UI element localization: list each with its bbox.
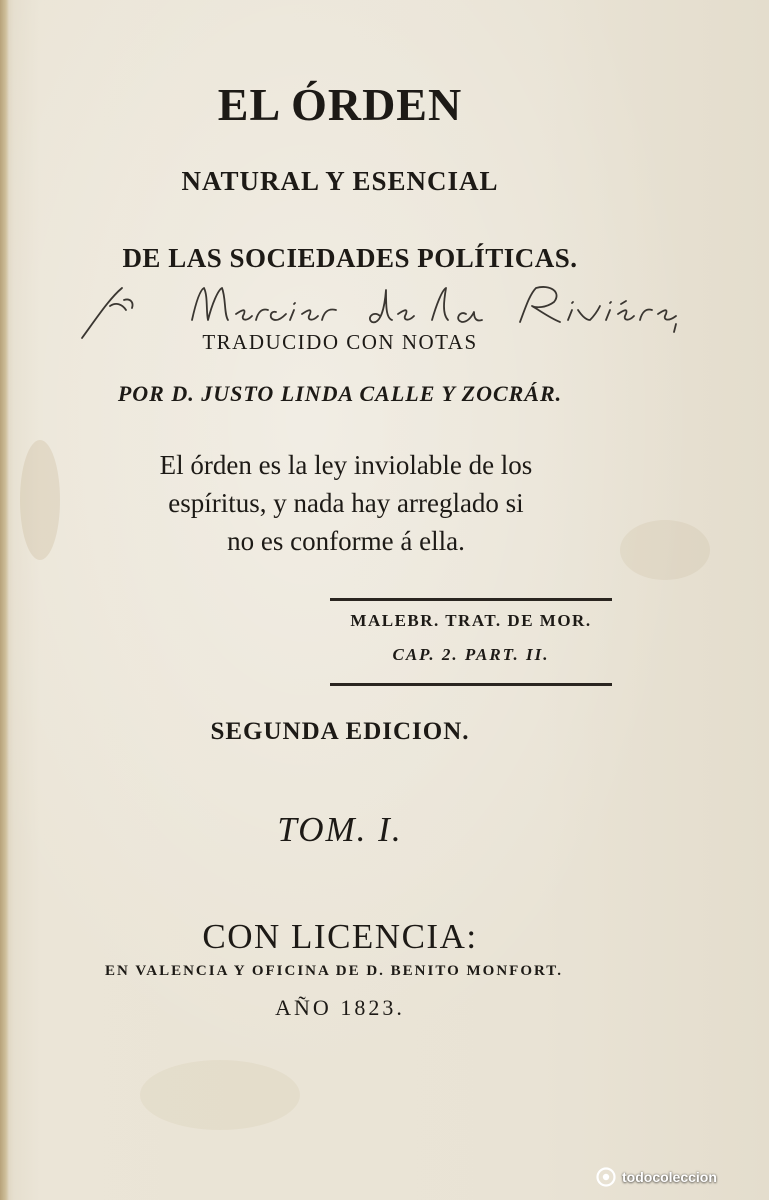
edition-statement: SEGUNDA EDICION.	[210, 718, 470, 745]
epigraph-line: espíritus, y nada hay arreglado si	[168, 488, 524, 518]
epigraph-line: no es conforme á ella.	[227, 526, 465, 556]
translated-with-notes: TRADUCIDO CON NOTAS	[202, 330, 478, 354]
citation-bottom-rule	[330, 683, 612, 686]
paper-stain	[140, 1060, 300, 1130]
imprint-place: EN VALENCIA Y OFICINA DE D. BENITO MONFORT.	[105, 963, 563, 979]
todocoleccion-logo-icon	[596, 1167, 616, 1187]
citation-top-rule	[330, 598, 612, 601]
epigraph-citation-chapter: CAP. 2. PART. II.	[392, 645, 550, 664]
epigraph	[40, 446, 652, 560]
handwritten-note-text: Mercier de la Rivière	[80, 276, 91, 277]
translator-credit: POR D. JUSTO LINDA CALLE Y ZOCRÁR.	[117, 381, 563, 406]
subtitle-line-2: DE LAS SOCIEDADES POLÍTICAS.	[122, 243, 578, 273]
epigraph-citation: MALEBR. TRAT. DE MOR.	[350, 611, 592, 630]
volume-number: TOM. I.	[277, 810, 403, 849]
subtitle-line-1: NATURAL Y ESENCIAL	[181, 166, 499, 196]
epigraph-line: El órden es la ley inviolable de los	[159, 450, 533, 480]
imprint-year: AÑO 1823.	[275, 995, 405, 1020]
book-title: EL ÓRDEN	[217, 79, 463, 130]
licence-statement: CON LICENCIA:	[202, 917, 478, 956]
watermark	[596, 1164, 766, 1190]
watermark-text: todocoleccion	[622, 1169, 717, 1185]
